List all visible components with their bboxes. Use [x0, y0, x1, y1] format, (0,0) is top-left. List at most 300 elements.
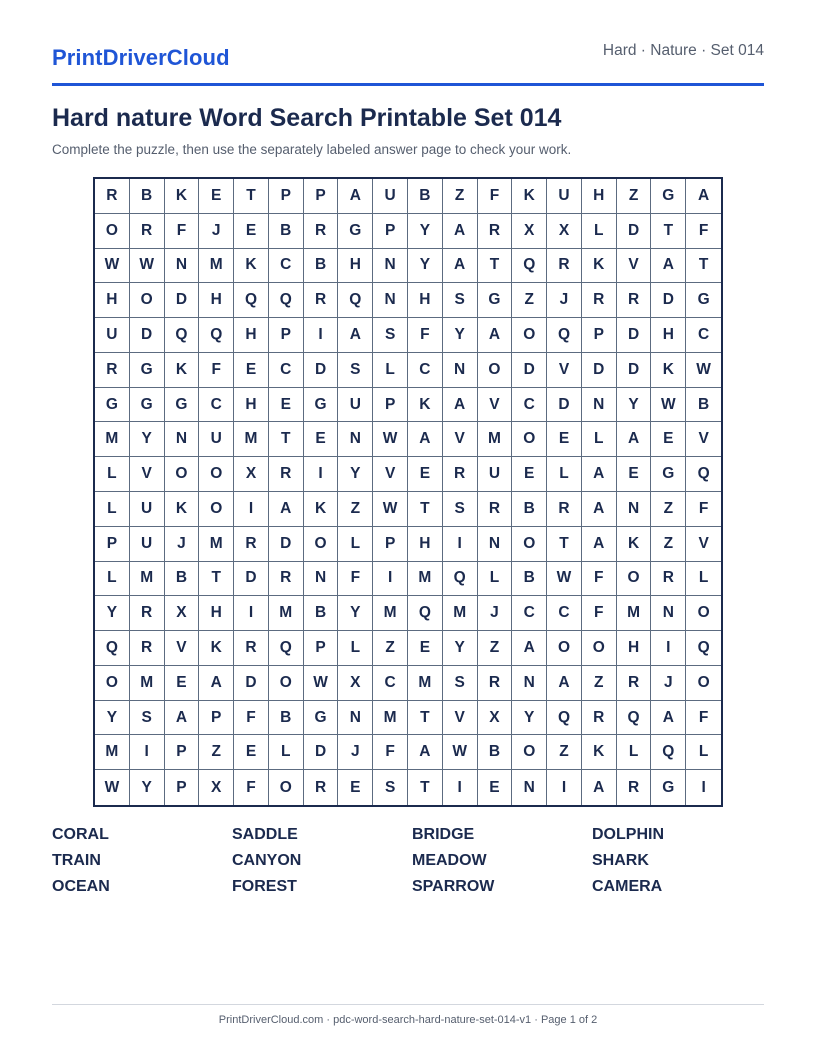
grid-cell: I	[443, 770, 478, 805]
grid-cell: X	[234, 457, 269, 492]
grid-cell: U	[478, 457, 513, 492]
grid-cell: B	[269, 701, 304, 736]
grid-cell: C	[269, 353, 304, 388]
grid-cell: Q	[408, 596, 443, 631]
word-search-grid	[93, 177, 723, 807]
grid-cell: E	[234, 214, 269, 249]
grid-cell: U	[95, 318, 130, 353]
grid-cell: H	[199, 596, 234, 631]
grid-cell: F	[373, 735, 408, 770]
grid-cell: N	[338, 701, 373, 736]
grid-cell: E	[304, 422, 339, 457]
grid-cell: E	[408, 631, 443, 666]
grid-cell: Z	[651, 527, 686, 562]
grid-cell: T	[686, 249, 721, 284]
grid-cell: Q	[443, 562, 478, 597]
grid-cell: R	[582, 283, 617, 318]
grid-cell: W	[95, 770, 130, 805]
grid-cell: D	[617, 353, 652, 388]
grid-cell: W	[651, 388, 686, 423]
grid-cell: O	[547, 631, 582, 666]
grid-cell: R	[478, 666, 513, 701]
grid-cell: C	[373, 666, 408, 701]
grid-cell: R	[443, 457, 478, 492]
grid-cell: R	[617, 770, 652, 805]
grid-cell: Z	[443, 179, 478, 214]
grid-cell: S	[373, 318, 408, 353]
grid-cell: B	[686, 388, 721, 423]
grid-cell: H	[338, 249, 373, 284]
grid-cell: Z	[478, 631, 513, 666]
grid-cell: R	[234, 527, 269, 562]
grid-cell: D	[617, 214, 652, 249]
grid-cell: N	[165, 422, 200, 457]
grid-cell: E	[512, 457, 547, 492]
grid-cell: V	[617, 249, 652, 284]
grid-cell: R	[269, 457, 304, 492]
grid-cell: P	[304, 631, 339, 666]
grid-cell: K	[165, 179, 200, 214]
word-list-item: CORAL	[52, 826, 109, 843]
grid-cell: R	[130, 596, 165, 631]
grid-cell: Q	[338, 283, 373, 318]
grid-cell: V	[165, 631, 200, 666]
grid-cell: O	[478, 353, 513, 388]
grid-cell: P	[373, 527, 408, 562]
grid-cell: A	[478, 318, 513, 353]
grid-cell: G	[338, 214, 373, 249]
grid-cell: K	[408, 388, 443, 423]
grid-cell: N	[512, 666, 547, 701]
grid-cell: E	[234, 353, 269, 388]
grid-cell: Y	[443, 631, 478, 666]
grid-cell: G	[651, 457, 686, 492]
grid-cell: Q	[686, 457, 721, 492]
word-list-item: SHARK	[592, 852, 649, 869]
grid-cell: A	[408, 735, 443, 770]
grid-cell: I	[443, 527, 478, 562]
word-list-item: DOLPHIN	[592, 826, 664, 843]
grid-cell: Y	[338, 457, 373, 492]
header-divider	[52, 83, 764, 86]
grid-cell: O	[686, 596, 721, 631]
grid-cell: W	[443, 735, 478, 770]
grid-cell: A	[582, 457, 617, 492]
grid-cell: Y	[130, 770, 165, 805]
grid-cell: Y	[512, 701, 547, 736]
grid-cell: D	[304, 353, 339, 388]
grid-cell: E	[199, 179, 234, 214]
page-footer: PrintDriverCloud.com · pdc-word-search-hard-nature-set-014-v1 · Page 1 of 2	[218, 1014, 598, 1026]
grid-cell: G	[478, 283, 513, 318]
grid-cell: S	[443, 666, 478, 701]
grid-cell: M	[95, 735, 130, 770]
grid-cell: K	[651, 353, 686, 388]
grid-cell: D	[512, 353, 547, 388]
grid-cell: D	[304, 735, 339, 770]
grid-cell: P	[373, 388, 408, 423]
grid-cell: K	[617, 527, 652, 562]
grid-cell: O	[686, 666, 721, 701]
grid-cell: D	[165, 283, 200, 318]
grid-cell: C	[547, 596, 582, 631]
grid-cell: O	[512, 318, 547, 353]
grid-cell: I	[651, 631, 686, 666]
grid-cell: H	[199, 283, 234, 318]
grid-cell: D	[234, 562, 269, 597]
grid-cell: F	[234, 770, 269, 805]
grid-cell: Y	[443, 318, 478, 353]
breadcrumb: Hard · Nature · Set 014	[602, 42, 764, 59]
grid-cell: J	[547, 283, 582, 318]
grid-cell: I	[701, 778, 706, 796]
grid-cell: Q	[234, 283, 269, 318]
grid-cell: T	[547, 527, 582, 562]
page-subtitle: Complete the puzzle, then use the separately labeled answer page to check your work.	[52, 142, 572, 157]
grid-cell: Q	[547, 318, 582, 353]
grid-cell: Z	[199, 735, 234, 770]
grid-cell: I	[234, 596, 269, 631]
grid-cell: R	[478, 214, 513, 249]
grid-cell: V	[478, 388, 513, 423]
grid-cell: O	[304, 527, 339, 562]
grid-cell: O	[617, 562, 652, 597]
grid-cell: F	[686, 701, 721, 736]
grid-cell: B	[304, 596, 339, 631]
grid-cell: A	[686, 179, 721, 214]
grid-cell: V	[686, 422, 721, 457]
grid-cell: Z	[373, 631, 408, 666]
grid-cell: X	[512, 214, 547, 249]
grid-cell: Y	[130, 422, 165, 457]
grid-cell: W	[304, 666, 339, 701]
grid-cell: I	[304, 318, 339, 353]
grid-cell: C	[269, 249, 304, 284]
grid-cell: F	[582, 562, 617, 597]
grid-cell: I	[130, 735, 165, 770]
grid-cell: L	[478, 562, 513, 597]
word-list-item: CANYON	[232, 852, 302, 869]
grid-cell: A	[443, 249, 478, 284]
grid-cell: L	[338, 527, 373, 562]
grid-cell: B	[269, 214, 304, 249]
grid-cell: M	[408, 562, 443, 597]
grid-cell: P	[269, 318, 304, 353]
grid-cell: M	[373, 701, 408, 736]
grid-cell: T	[269, 422, 304, 457]
grid-cell: G	[130, 353, 165, 388]
grid-cell: K	[304, 492, 339, 527]
grid-cell: B	[512, 562, 547, 597]
grid-cell: K	[199, 631, 234, 666]
grid-cell: R	[478, 492, 513, 527]
grid-cell: A	[617, 422, 652, 457]
grid-cell: A	[443, 388, 478, 423]
grid-cell: B	[408, 179, 443, 214]
grid-cell: W	[547, 562, 582, 597]
grid-cell: X	[338, 666, 373, 701]
grid-cell: F	[686, 492, 721, 527]
grid-cell: P	[269, 179, 304, 214]
grid-cell: O	[512, 735, 547, 770]
grid-cell: R	[269, 562, 304, 597]
grid-cell: E	[165, 666, 200, 701]
grid-cell: N	[512, 770, 547, 805]
grid-cell: M	[269, 596, 304, 631]
grid-cell: G	[686, 283, 721, 318]
grid-cell: U	[338, 388, 373, 423]
grid-cell: M	[130, 666, 165, 701]
grid-cell: S	[130, 701, 165, 736]
grid-cell: X	[199, 770, 234, 805]
grid-cell: Q	[617, 701, 652, 736]
grid-cell: Q	[165, 318, 200, 353]
grid-cell: H	[408, 527, 443, 562]
grid-cell: Z	[338, 492, 373, 527]
grid-cell: A	[512, 631, 547, 666]
grid-cell: Y	[95, 596, 130, 631]
grid-cell: J	[478, 596, 513, 631]
grid-cell: R	[582, 701, 617, 736]
grid-cell: K	[165, 353, 200, 388]
grid-cell: S	[338, 353, 373, 388]
grid-cell: C	[199, 388, 234, 423]
grid-cell: N	[373, 283, 408, 318]
grid-cell: P	[582, 318, 617, 353]
grid-cell: V	[547, 353, 582, 388]
grid-cell: R	[95, 353, 130, 388]
grid-cell: U	[199, 422, 234, 457]
grid-cell: R	[304, 770, 339, 805]
grid-cell: R	[617, 666, 652, 701]
grid-cell: E	[617, 457, 652, 492]
grid-cell: W	[130, 249, 165, 284]
grid-cell: P	[199, 701, 234, 736]
grid-cell: U	[130, 492, 165, 527]
grid-cell: U	[130, 527, 165, 562]
grid-cell: R	[130, 214, 165, 249]
page-header	[52, 40, 764, 86]
grid-cell: M	[130, 562, 165, 597]
grid-cell: N	[617, 492, 652, 527]
grid-cell: R	[304, 283, 339, 318]
grid-cell: N	[304, 562, 339, 597]
grid-cell: G	[651, 179, 686, 214]
grid-cell: J	[199, 214, 234, 249]
grid-cell: N	[338, 422, 373, 457]
grid-cell: Y	[408, 249, 443, 284]
grid-cell: Q	[686, 631, 721, 666]
grid-cell: G	[95, 388, 130, 423]
grid-cell: C	[408, 353, 443, 388]
grid-cell: N	[651, 596, 686, 631]
grid-cell: A	[582, 770, 617, 805]
grid-cell: H	[234, 388, 269, 423]
grid-cell: D	[582, 353, 617, 388]
grid-cell: O	[199, 457, 234, 492]
grid-cell: C	[512, 596, 547, 631]
grid-cell: M	[478, 422, 513, 457]
grid-cell: B	[165, 562, 200, 597]
grid-cell: E	[408, 457, 443, 492]
grid-cell: O	[95, 666, 130, 701]
grid-cell: L	[686, 562, 721, 597]
grid-cell: L	[617, 735, 652, 770]
grid-cell: T	[234, 179, 269, 214]
grid-cell: L	[95, 562, 130, 597]
grid-cell: O	[269, 666, 304, 701]
grid-cell: N	[165, 249, 200, 284]
grid-cell: W	[686, 353, 721, 388]
grid-cell: K	[512, 179, 547, 214]
grid-cell: R	[651, 562, 686, 597]
grid-cell: D	[651, 283, 686, 318]
grid-cell: N	[478, 527, 513, 562]
grid-cell: Q	[547, 701, 582, 736]
word-list-item: SPARROW	[412, 878, 495, 895]
grid-cell: I	[373, 562, 408, 597]
footer-divider	[52, 1004, 764, 1005]
grid-cell: I	[234, 492, 269, 527]
grid-cell: W	[95, 249, 130, 284]
grid-cell: Z	[651, 492, 686, 527]
grid-cell: N	[373, 249, 408, 284]
grid-cell: A	[338, 318, 373, 353]
grid-cell: J	[651, 666, 686, 701]
grid-cell: U	[373, 179, 408, 214]
brand-logo[interactable]: PrintDriverCloud	[52, 45, 230, 70]
grid-cell: R	[547, 249, 582, 284]
grid-cell: P	[95, 527, 130, 562]
grid-cell: F	[199, 353, 234, 388]
grid-cell: F	[408, 318, 443, 353]
grid-cell: K	[582, 735, 617, 770]
grid-cell: X	[478, 701, 513, 736]
grid-cell: H	[617, 631, 652, 666]
grid-cell: L	[582, 422, 617, 457]
grid-cell: O	[130, 283, 165, 318]
grid-cell: M	[443, 596, 478, 631]
grid-cell: T	[478, 249, 513, 284]
grid-cell: O	[95, 214, 130, 249]
grid-cell: A	[582, 527, 617, 562]
grid-cell: I	[547, 770, 582, 805]
grid-cell: P	[165, 735, 200, 770]
grid-cell: M	[199, 249, 234, 284]
grid-cell: I	[304, 457, 339, 492]
grid-cell: S	[443, 283, 478, 318]
grid-cell: M	[234, 422, 269, 457]
grid-cell: E	[269, 388, 304, 423]
grid-cell: L	[95, 492, 130, 527]
grid-cell: Q	[512, 249, 547, 284]
grid-cell: D	[234, 666, 269, 701]
grid-cell: F	[338, 562, 373, 597]
grid-cell: G	[130, 388, 165, 423]
word-list-item: SADDLE	[232, 826, 298, 843]
grid-cell: F	[234, 701, 269, 736]
grid-cell: N	[443, 353, 478, 388]
grid-cell: E	[547, 422, 582, 457]
grid-cell: M	[617, 596, 652, 631]
grid-cell: X	[547, 214, 582, 249]
grid-cell: Y	[617, 388, 652, 423]
grid-cell: Z	[617, 179, 652, 214]
grid-cell: G	[651, 770, 686, 805]
grid-cell: O	[512, 527, 547, 562]
word-list-item: BRIDGE	[412, 826, 475, 843]
grid-cell: A	[651, 249, 686, 284]
grid-cell: S	[443, 492, 478, 527]
page-title: Hard nature Word Search Printable Set 014	[52, 104, 562, 132]
grid-cell: F	[686, 214, 721, 249]
grid-cell: Y	[338, 596, 373, 631]
grid-cell: Q	[199, 318, 234, 353]
grid-cell: P	[165, 770, 200, 805]
grid-cell: D	[130, 318, 165, 353]
grid-cell: M	[95, 422, 130, 457]
grid-cell: O	[512, 422, 547, 457]
word-list-item: MEADOW	[412, 852, 487, 869]
grid-cell: W	[373, 492, 408, 527]
grid-cell: L	[269, 735, 304, 770]
grid-cell: K	[234, 249, 269, 284]
grid-cell: L	[373, 353, 408, 388]
grid-cell: H	[408, 283, 443, 318]
grid-cell: A	[199, 666, 234, 701]
grid-cell: D	[617, 318, 652, 353]
word-list-item: FOREST	[232, 878, 297, 895]
word-list-item: OCEAN	[52, 878, 110, 895]
grid-cell: M	[199, 527, 234, 562]
grid-cell: L	[95, 457, 130, 492]
grid-cell: C	[686, 318, 721, 353]
grid-cell: Q	[269, 631, 304, 666]
grid-cell: Q	[269, 283, 304, 318]
grid-cell: W	[373, 422, 408, 457]
grid-cell: R	[95, 179, 130, 214]
grid-cell: J	[338, 735, 373, 770]
grid-cell: A	[547, 666, 582, 701]
grid-cell: B	[512, 492, 547, 527]
grid-cell: B	[304, 249, 339, 284]
grid-cell: G	[304, 701, 339, 736]
grid-cell: Z	[582, 666, 617, 701]
grid-cell: O	[199, 492, 234, 527]
grid-cell: V	[686, 527, 721, 562]
grid-cell: Z	[512, 283, 547, 318]
grid-cell: L	[547, 457, 582, 492]
grid-cell: E	[338, 770, 373, 805]
grid-cell: Y	[408, 214, 443, 249]
grid-cell: O	[269, 770, 304, 805]
grid-cell: A	[269, 492, 304, 527]
grid-cell: Z	[547, 735, 582, 770]
grid-cell: O	[582, 631, 617, 666]
grid-cell: T	[408, 701, 443, 736]
grid-cell: G	[304, 388, 339, 423]
grid-cell: L	[686, 735, 721, 770]
grid-cell: L	[582, 214, 617, 249]
grid-cell: A	[582, 492, 617, 527]
grid-cell: H	[95, 283, 130, 318]
grid-cell: R	[130, 631, 165, 666]
grid-cell: A	[338, 179, 373, 214]
grid-cell: T	[651, 214, 686, 249]
grid-cell: K	[165, 492, 200, 527]
grid-cell: H	[234, 318, 269, 353]
grid-cell: F	[165, 214, 200, 249]
